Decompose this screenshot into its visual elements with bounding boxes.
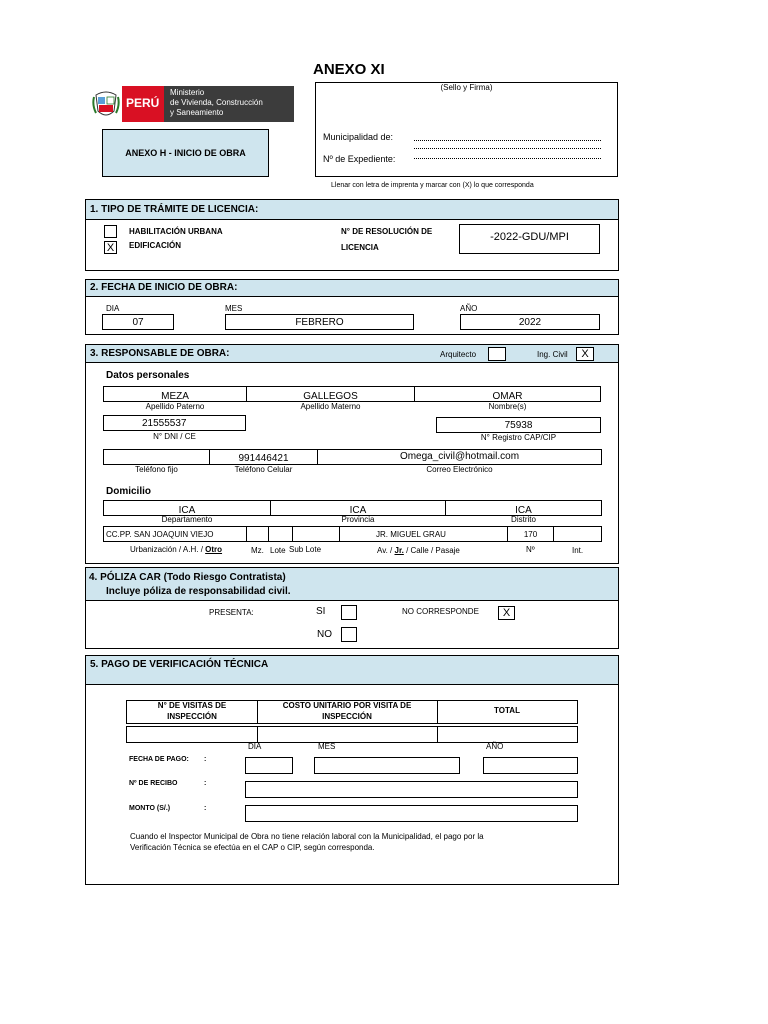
nombres-value: OMAR [492, 391, 523, 402]
expediente-label: Nº de Expediente: [323, 154, 396, 164]
telefono-fijo-label: Teléfono fijo [135, 465, 178, 474]
instructions-text: Llenar con letra de imprenta y marcar con (X) lo que corresponda [331, 182, 534, 189]
via-label: Av. / Jr. / Calle / Pasaje [377, 546, 460, 555]
note-line-2: Verificación Técnica se efectúa en el CAP o CIP, según corresponda. [130, 843, 375, 852]
pago-mes-label: MES [318, 742, 336, 751]
col-total-label: TOTAL [494, 706, 520, 715]
no-checkbox[interactable] [341, 627, 357, 642]
annex-label-box [102, 129, 269, 177]
telefono-fijo-field[interactable] [103, 449, 210, 465]
dni-label: N° DNI / CE [153, 432, 196, 441]
domicilio-heading: Domicilio [106, 486, 152, 497]
apellido-paterno-value: MEZA [161, 391, 189, 402]
edificacion-checkbox[interactable]: X [104, 241, 117, 254]
resolucion-label-2: LICENCIA [341, 243, 379, 252]
section-3-title: 3. RESPONSABLE DE OBRA: [86, 345, 618, 363]
distrito-value: ICA [515, 505, 532, 516]
ministry-line-3: y Saneamiento [170, 108, 224, 117]
dni-field[interactable] [103, 415, 246, 431]
mes-value: FEBRERO [295, 317, 344, 328]
resolucion-label-1: N° DE RESOLUCIÓN DE [341, 227, 433, 236]
monto-label: MONTO (S/.) [129, 805, 171, 812]
pago-dia-field[interactable] [245, 757, 293, 774]
col-costo-label-2: INSPECCIÓN [322, 712, 372, 721]
apellido-materno-value: GALLEGOS [303, 391, 358, 402]
registro-field[interactable] [436, 417, 601, 433]
resolucion-field[interactable] [459, 224, 600, 254]
fecha-pago-label: FECHA DE PAGO: [129, 756, 189, 763]
col-visitas-label-1: N° DE VISITAS DE [157, 701, 227, 710]
correo-field[interactable] [317, 449, 602, 465]
numero-value: 170 [523, 530, 538, 539]
provincia-label: Provincia [341, 515, 375, 524]
sublote-label: Sub Lote [289, 545, 322, 554]
ing-civil-checkbox[interactable]: X [576, 347, 594, 361]
anio-value: 2022 [518, 317, 542, 328]
monto-field[interactable] [245, 805, 578, 822]
distrito-label: Distrito [511, 515, 536, 524]
col-visitas-label-2: INSPECCIÓN [167, 712, 217, 721]
stamp-label: (Sello y Firma) [440, 83, 493, 92]
sublote-field[interactable] [292, 526, 340, 542]
no-corresponde-label: NO CORRESPONDE [402, 607, 479, 616]
section-tipo-tramite [85, 199, 619, 271]
interior-label: Int. [572, 546, 584, 555]
mes-label: MES [225, 304, 243, 313]
distrito-field[interactable] [445, 500, 602, 516]
mz-field[interactable] [246, 526, 269, 542]
ministry-line-2: de Vivienda, Construcción [170, 98, 263, 107]
pago-anio-field[interactable] [483, 757, 578, 774]
apellido-materno-field[interactable] [246, 386, 415, 402]
lote-field[interactable] [268, 526, 293, 542]
section-4-subtitle: Incluye póliza de responsabilidad civil. [106, 586, 291, 597]
mz-label: Mz. [251, 546, 264, 555]
urbanizacion-label: Urbanización / A.H. / Otro [130, 545, 223, 554]
total-cell[interactable] [437, 727, 577, 742]
ministry-logo [92, 86, 294, 122]
apellido-paterno-label: Apellido Paterno [145, 402, 205, 411]
section-5-title: 5. PAGO DE VERIFICACIÓN TÉCNICA [86, 656, 618, 685]
numero-field[interactable] [507, 526, 554, 542]
via-field[interactable] [339, 526, 508, 542]
pago-mes-field[interactable] [314, 757, 460, 774]
section-4-title: 4. PÓLIZA CAR (Todo Riesgo Contratista) [89, 572, 286, 583]
dia-label: DIA [106, 304, 120, 313]
telefono-celular-field[interactable] [209, 449, 318, 465]
urbanizacion-value: CC.PP. SAN JOAQUIN VIEJO [106, 530, 214, 539]
col-costo-label-1: COSTO UNITARIO POR VISITA DE [282, 701, 412, 710]
recibo-field[interactable] [245, 781, 578, 798]
apellido-paterno-field[interactable] [103, 386, 247, 402]
country-label: PERÚ [126, 96, 160, 110]
recibo-label: Nº DE RECIBO [129, 780, 178, 787]
section-fecha-inicio [85, 279, 619, 335]
numero-label: Nº [526, 545, 535, 554]
datos-personales-heading: Datos personales [106, 370, 190, 381]
no-corresponde-checkbox[interactable]: X [498, 606, 515, 620]
dia-field[interactable] [102, 314, 174, 330]
anio-label: AÑO [460, 304, 478, 313]
section-4-header [86, 568, 618, 601]
municipalidad-field-line2[interactable] [414, 148, 601, 149]
dia-value: 07 [132, 317, 144, 328]
habilitacion-urbana-checkbox[interactable] [104, 225, 117, 238]
ing-civil-label: Ing. Civil [537, 350, 568, 359]
telefono-celular-value: 991446421 [238, 453, 289, 464]
nombres-field[interactable] [414, 386, 601, 402]
visitas-cell[interactable] [127, 727, 258, 742]
dni-value: 21555537 [142, 418, 187, 429]
departamento-field[interactable] [103, 500, 271, 516]
presenta-label: PRESENTA: [209, 608, 254, 617]
arquitecto-checkbox[interactable] [488, 347, 506, 361]
expediente-field[interactable] [414, 158, 601, 159]
annex-label: ANEXO H - INICIO DE OBRA [125, 148, 246, 158]
lote-label: Lote [270, 546, 286, 555]
no-label: NO [317, 629, 332, 640]
municipalidad-label: Municipalidad de: [323, 132, 394, 142]
registro-value: 75938 [504, 420, 533, 431]
mes-field[interactable] [225, 314, 414, 330]
interior-field[interactable] [553, 526, 602, 542]
coat-of-arms-icon [92, 89, 120, 119]
departamento-label: Departamento [161, 515, 213, 524]
stamp-box [315, 82, 618, 177]
section-2-title: 2. FECHA DE INICIO DE OBRA: [86, 280, 618, 297]
correo-label: Correo Electrónico [426, 465, 493, 474]
via-value: JR. MIGUEL GRAU [376, 530, 446, 539]
telefono-celular-label: Teléfono Celular [234, 465, 293, 474]
apellido-materno-label: Apellido Materno [300, 402, 361, 411]
ministry-line-1: Ministerio [170, 88, 205, 97]
section-poliza [85, 567, 619, 649]
nombres-label: Nombre(s) [488, 402, 527, 411]
verificacion-table-row [126, 726, 578, 743]
section-responsable [85, 344, 619, 564]
municipalidad-field[interactable] [414, 140, 601, 141]
page-title: ANEXO XI [313, 61, 385, 78]
anio-field[interactable] [460, 314, 600, 330]
si-label: SI [316, 606, 326, 617]
si-checkbox[interactable] [341, 605, 357, 620]
pago-anio-label: AÑO [486, 742, 504, 751]
resolucion-value: -2022-GDU/MPI [490, 231, 569, 243]
pago-dia-label: DIA [248, 742, 262, 751]
provincia-value: ICA [349, 505, 367, 516]
arquitecto-label: Arquitecto [440, 350, 477, 359]
correo-value: Omega_civil@hotmail.com [399, 451, 520, 462]
edificacion-label: EDIFICACIÓN [129, 241, 181, 250]
registro-label: N° Registro CAP/CIP [480, 433, 557, 442]
urbanizacion-field[interactable] [103, 526, 247, 542]
verificacion-table-header [126, 700, 578, 724]
habilitacion-urbana-label: HABILITACIÓN URBANA [129, 227, 223, 236]
section-1-title: 1. TIPO DE TRÁMITE DE LICENCIA: [86, 200, 618, 220]
costo-cell[interactable] [257, 727, 438, 742]
provincia-field[interactable] [270, 500, 446, 516]
section-pago-verificacion: 5. PAGO DE VERIFICACIÓN TÉCNICA N° DE VISITAS DE INSPECCIÓN COSTO UNITARIO POR VISITA DE INSPECCIÓN TOTAL DIA MES AÑO FECHA DE PAGO: : Nº DE RECIBO : MONTO (S/.) : Cuando el Inspector Municipal de Obra no tiene relación laboral con la Municipalidad, el pago por la Verificación Técnica se efectúa en el CAP o CIP, según corresponda. [85, 655, 619, 885]
note-line-1: Cuando el Inspector Municipal de Obra no tiene relación laboral con la Municipalidad, el pago por la [130, 832, 484, 841]
departamento-value: ICA [178, 505, 196, 516]
